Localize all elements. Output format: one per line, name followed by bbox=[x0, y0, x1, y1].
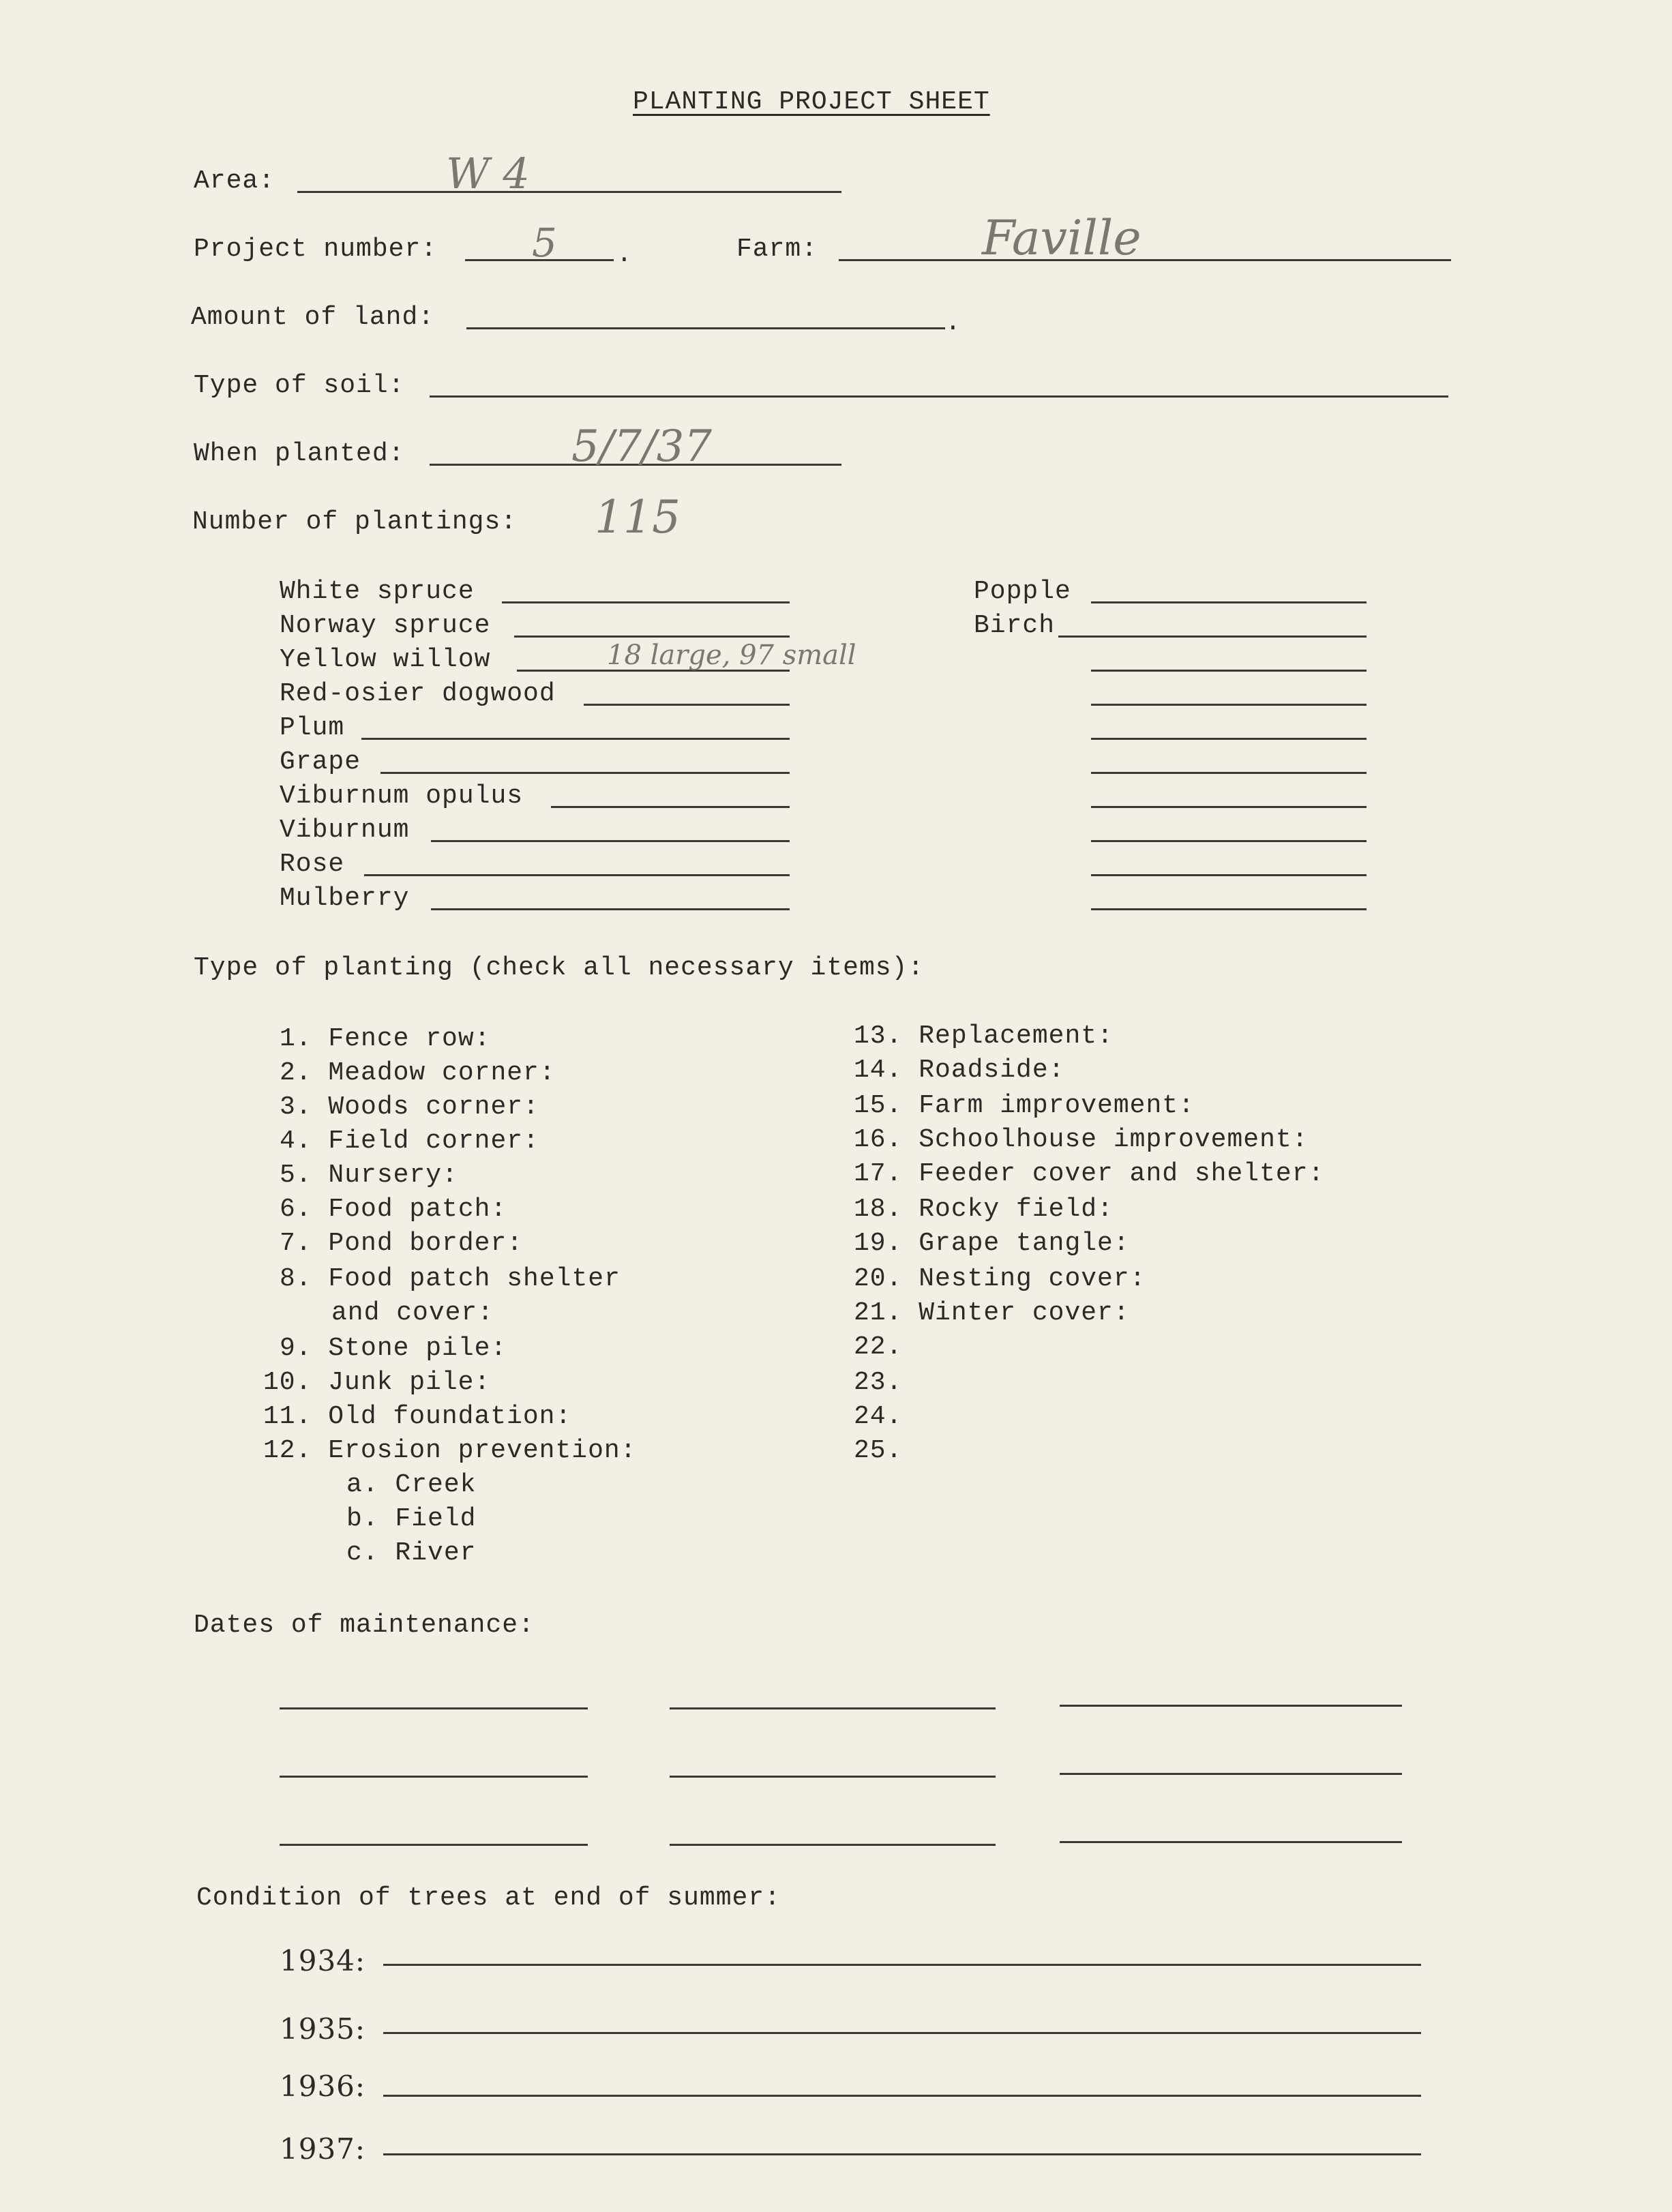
amount-of-land-field[interactable] bbox=[466, 327, 945, 329]
planting-type-item: 9. Stone pile: bbox=[280, 1334, 507, 1363]
condition-year-label: 1934: bbox=[280, 1944, 366, 1977]
yellow-willow-note: 18 large, 97 small bbox=[607, 640, 856, 671]
blank-species-field[interactable] bbox=[1091, 738, 1367, 740]
blank-species-field[interactable] bbox=[1091, 772, 1367, 774]
farm-label: Farm: bbox=[736, 235, 818, 264]
type-of-soil-label: Type of soil: bbox=[194, 371, 405, 400]
amount-period: . bbox=[945, 308, 961, 338]
planting-type-item: 10. Junk pile: bbox=[263, 1368, 491, 1397]
species-red-osier-dogwood: Red-osier dogwood bbox=[280, 679, 556, 708]
species-popple: Popple bbox=[974, 577, 1071, 606]
planting-type-item: 18. Rocky field: bbox=[854, 1195, 1114, 1224]
species-mulberry: Mulberry bbox=[280, 884, 410, 913]
maintenance-date-field[interactable] bbox=[1060, 1705, 1402, 1707]
species-plum: Plum bbox=[280, 713, 345, 743]
planting-type-item: 13. Replacement: bbox=[854, 1021, 1114, 1051]
mulberry-field[interactable] bbox=[431, 908, 790, 910]
type-of-soil-field[interactable] bbox=[430, 395, 1448, 398]
planting-type-item: 17. Feeder cover and shelter: bbox=[854, 1159, 1325, 1189]
viburnum-field[interactable] bbox=[431, 840, 790, 842]
maintenance-date-field[interactable] bbox=[280, 1844, 588, 1846]
blank-species-field[interactable] bbox=[1091, 704, 1367, 706]
planting-type-item: 11. Old foundation: bbox=[263, 1402, 572, 1431]
species-grape: Grape bbox=[280, 747, 361, 777]
planting-type-item: 14. Roadside: bbox=[854, 1056, 1065, 1085]
planting-type-item: 19. Grape tangle: bbox=[854, 1229, 1130, 1258]
condition-year-label: 1937: bbox=[280, 2132, 366, 2166]
norway-spruce-field[interactable] bbox=[514, 636, 790, 638]
planting-type-item: 8. Food patch shelter bbox=[280, 1264, 621, 1294]
viburnum-opulus-field[interactable] bbox=[551, 806, 790, 808]
species-viburnum-opulus: Viburnum opulus bbox=[280, 781, 524, 811]
number-of-plantings-label: Number of plantings: bbox=[192, 507, 518, 537]
planting-type-item: 4. Field corner: bbox=[280, 1126, 539, 1156]
maintenance-date-field[interactable] bbox=[1060, 1841, 1402, 1843]
planting-type-item: 16. Schoolhouse improvement: bbox=[854, 1125, 1309, 1154]
erosion-subitem: b. Field bbox=[346, 1504, 477, 1534]
page-title: PLANTING PROJECT SHEET bbox=[633, 87, 990, 117]
planting-type-item: 22. bbox=[854, 1332, 903, 1362]
condition-1934-field[interactable] bbox=[383, 1964, 1421, 1966]
planting-type-item: 3. Woods corner: bbox=[280, 1092, 539, 1122]
red-osier-dogwood-field[interactable] bbox=[584, 704, 790, 706]
maintenance-heading: Dates of maintenance: bbox=[194, 1611, 535, 1640]
species-viburnum: Viburnum bbox=[280, 816, 410, 845]
condition-1935-field[interactable] bbox=[383, 2032, 1421, 2034]
project-number-value: 5 bbox=[532, 220, 557, 266]
area-label: Area: bbox=[194, 166, 275, 196]
condition-year-label: 1935: bbox=[280, 2012, 366, 2046]
condition-year-label: 1936: bbox=[280, 2069, 366, 2103]
when-planted-value: 5/7/37 bbox=[571, 421, 712, 472]
farm-value: Faville bbox=[982, 210, 1141, 266]
number-of-plantings-value: 115 bbox=[595, 491, 681, 543]
planting-type-item: 12. Erosion prevention: bbox=[263, 1436, 637, 1465]
maintenance-date-field[interactable] bbox=[1060, 1773, 1402, 1775]
planting-type-item: 25. bbox=[854, 1436, 903, 1465]
blank-species-field[interactable] bbox=[1091, 840, 1367, 842]
planting-type-item: 15. Farm improvement: bbox=[854, 1091, 1195, 1120]
white-spruce-field[interactable] bbox=[502, 601, 790, 603]
plum-field[interactable] bbox=[361, 738, 790, 740]
condition-1937-field[interactable] bbox=[383, 2153, 1421, 2155]
farm-field[interactable] bbox=[839, 259, 1451, 261]
condition-heading: Condition of trees at end of summer: bbox=[196, 1883, 781, 1913]
planting-type-item: 21. Winter cover: bbox=[854, 1298, 1130, 1328]
planting-type-item: 5. Nursery: bbox=[280, 1161, 458, 1190]
planting-type-heading: Type of planting (check all necessary items): bbox=[194, 953, 925, 983]
grape-field[interactable] bbox=[380, 772, 790, 774]
species-white-spruce: White spruce bbox=[280, 577, 475, 606]
planting-type-item: 6. Food patch: bbox=[280, 1195, 507, 1224]
planting-type-item: 2. Meadow corner: bbox=[280, 1058, 556, 1088]
birch-field[interactable] bbox=[1058, 636, 1367, 638]
condition-1936-field[interactable] bbox=[383, 2095, 1421, 2097]
project-number-label: Project number: bbox=[194, 235, 438, 264]
rose-field[interactable] bbox=[364, 874, 790, 876]
maintenance-date-field[interactable] bbox=[280, 1776, 588, 1778]
erosion-subitem: c. River bbox=[346, 1538, 477, 1568]
maintenance-date-field[interactable] bbox=[670, 1844, 996, 1846]
blank-species-field[interactable] bbox=[1091, 806, 1367, 808]
planting-type-item: 7. Pond border: bbox=[280, 1229, 524, 1258]
blank-species-field[interactable] bbox=[1091, 908, 1367, 910]
popple-field[interactable] bbox=[1091, 601, 1367, 603]
species-norway-spruce: Norway spruce bbox=[280, 611, 491, 640]
planting-type-item: 24. bbox=[854, 1402, 903, 1431]
species-rose: Rose bbox=[280, 850, 345, 879]
amount-of-land-label: Amount of land: bbox=[191, 303, 435, 332]
species-yellow-willow: Yellow willow bbox=[280, 645, 491, 674]
species-birch: Birch bbox=[974, 611, 1056, 640]
area-value: W 4 bbox=[446, 149, 530, 198]
maintenance-date-field[interactable] bbox=[280, 1707, 588, 1709]
blank-species-field[interactable] bbox=[1091, 874, 1367, 876]
blank-species-field[interactable] bbox=[1091, 670, 1367, 672]
when-planted-label: When planted: bbox=[194, 439, 405, 468]
planting-type-item-continuation: and cover: bbox=[331, 1298, 494, 1328]
planting-type-item: 20. Nesting cover: bbox=[854, 1264, 1146, 1294]
maintenance-date-field[interactable] bbox=[670, 1707, 996, 1709]
planting-type-item: 23. bbox=[854, 1368, 903, 1397]
planting-type-item: 1. Fence row: bbox=[280, 1024, 491, 1053]
maintenance-date-field[interactable] bbox=[670, 1776, 996, 1778]
project-number-period: . bbox=[616, 240, 633, 269]
erosion-subitem: a. Creek bbox=[346, 1470, 477, 1499]
area-field[interactable] bbox=[297, 191, 841, 193]
